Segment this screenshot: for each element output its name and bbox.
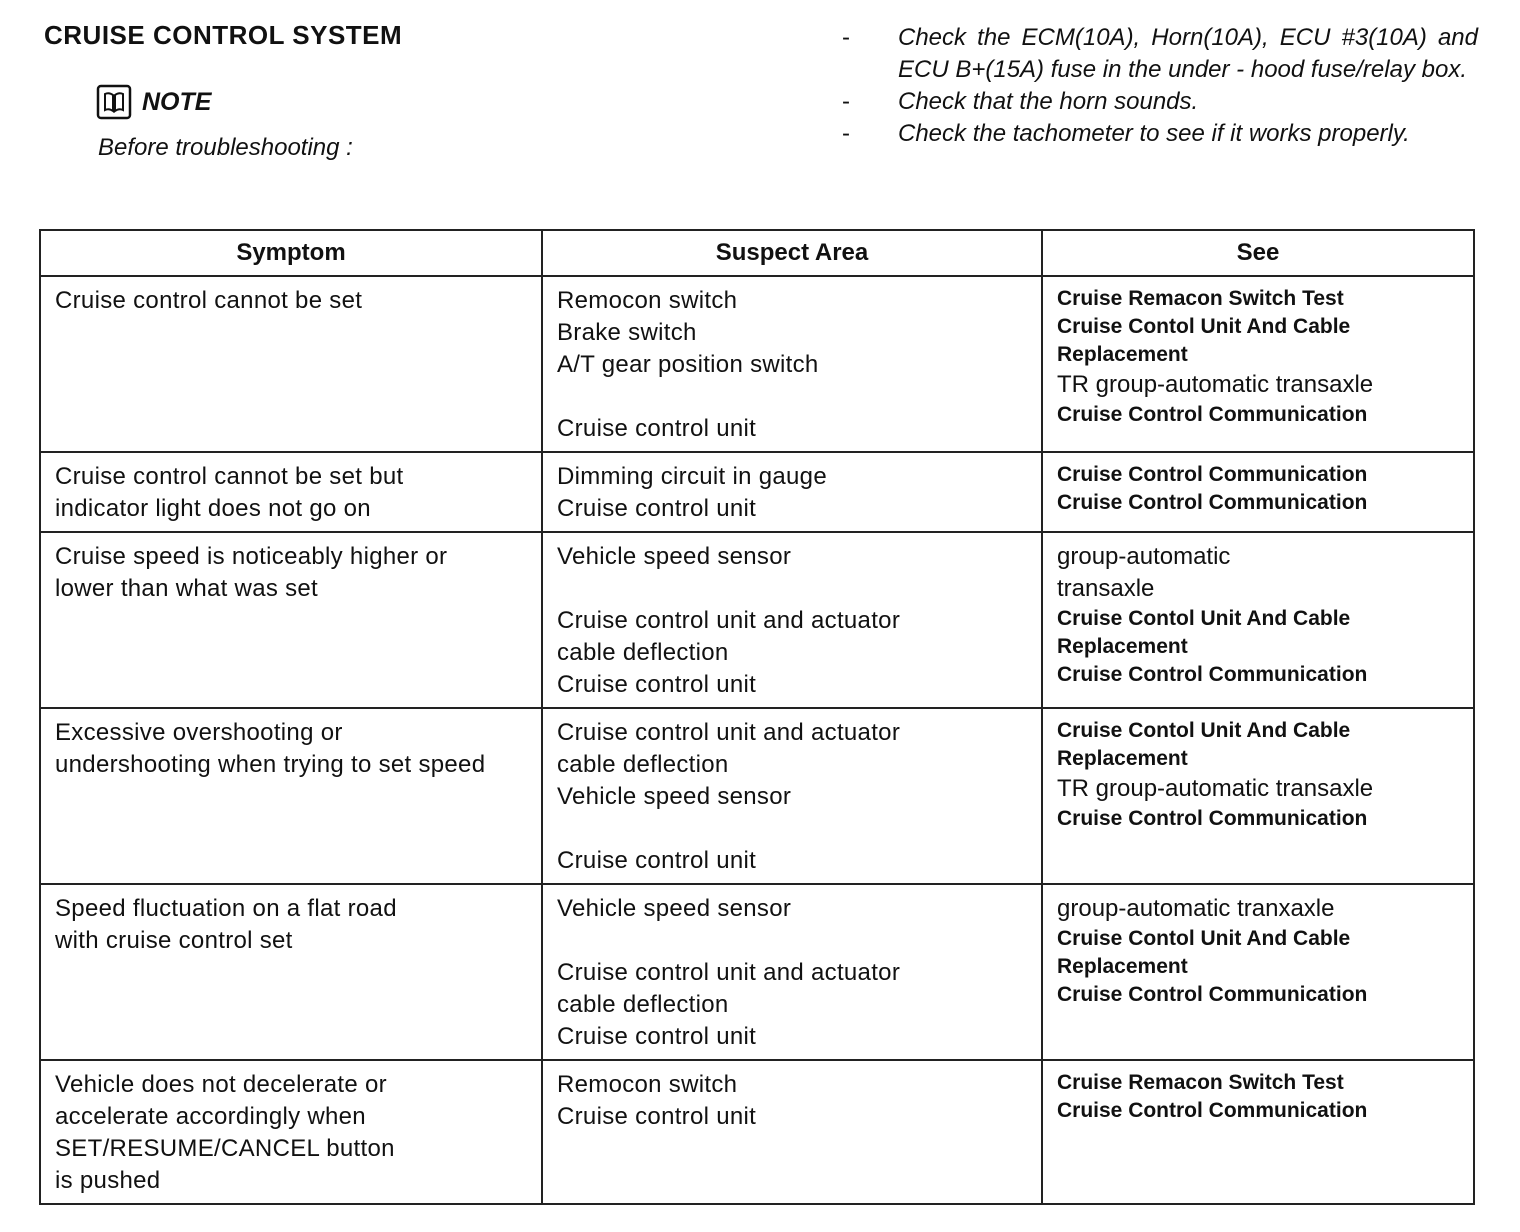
suspect-item: Vehicle speed sensor bbox=[557, 783, 792, 810]
check-item bbox=[842, 118, 1478, 150]
suspect-item: Cruise control unit and actuator bbox=[557, 959, 901, 986]
see-reference: Replacement bbox=[1057, 635, 1188, 658]
suspect-item: Remocon switch bbox=[557, 287, 738, 314]
see-reference: transaxle bbox=[1057, 575, 1155, 602]
check-item bbox=[842, 22, 1478, 86]
symptom-text: Cruise control cannot be set but indicator light does not go on bbox=[55, 463, 404, 522]
see-reference: Replacement bbox=[1057, 955, 1188, 978]
suspect-item: Cruise control unit bbox=[557, 1103, 757, 1130]
suspect-item: Vehicle speed sensor bbox=[557, 543, 792, 570]
see-cell bbox=[1042, 532, 1474, 708]
suspect-item: Cruise control unit and actuator bbox=[557, 607, 901, 634]
table-row bbox=[40, 1060, 1474, 1204]
see-reference: Cruise Contol Unit And Cable bbox=[1057, 719, 1351, 742]
suspect-item: Brake switch bbox=[557, 319, 697, 346]
see-reference: Cruise Control Communication bbox=[1057, 807, 1368, 830]
troubleshooting-table bbox=[39, 229, 1475, 1205]
header-suspect-area: Suspect Area bbox=[542, 230, 1042, 276]
note-heading bbox=[96, 84, 211, 120]
see-cell bbox=[1042, 884, 1474, 1060]
suspect-cell bbox=[542, 532, 1042, 708]
see-reference: Cruise Control Communication bbox=[1057, 983, 1368, 1006]
suspect-cell bbox=[542, 884, 1042, 1060]
see-reference: Cruise Contol Unit And Cable bbox=[1057, 315, 1351, 338]
see-reference: Cruise Control Communication bbox=[1057, 663, 1368, 686]
table-header-row bbox=[40, 230, 1474, 276]
see-cell bbox=[1042, 708, 1474, 884]
suspect-item: Cruise control unit bbox=[557, 671, 757, 698]
symptom-text: Excessive overshooting or undershooting when trying to set speed bbox=[55, 719, 486, 778]
see-reference: group-automatic tranxaxle bbox=[1057, 895, 1335, 922]
symptom-cell bbox=[40, 1060, 542, 1204]
suspect-item: cable deflection bbox=[557, 751, 729, 778]
suspect-cell bbox=[542, 276, 1042, 452]
see-reference: Cruise Control Communication bbox=[1057, 491, 1368, 514]
suspect-item: Cruise control unit bbox=[557, 415, 757, 442]
see-cell bbox=[1042, 452, 1474, 532]
see-reference: Replacement bbox=[1057, 343, 1188, 366]
check-item bbox=[842, 86, 1478, 118]
see-reference: Cruise Contol Unit And Cable bbox=[1057, 607, 1351, 630]
symptom-text: Speed fluctuation on a flat road with cruise control set bbox=[55, 895, 397, 954]
suspect-item: Vehicle speed sensor bbox=[557, 895, 792, 922]
table-row bbox=[40, 276, 1474, 452]
symptom-cell bbox=[40, 884, 542, 1060]
see-reference: group-automatic bbox=[1057, 543, 1231, 570]
suspect-cell bbox=[542, 452, 1042, 532]
table-row bbox=[40, 884, 1474, 1060]
see-reference: Cruise Control Communication bbox=[1057, 403, 1368, 426]
see-reference: Cruise Control Communication bbox=[1057, 1099, 1368, 1122]
symptom-cell bbox=[40, 452, 542, 532]
suspect-item: Cruise control unit and actuator bbox=[557, 719, 901, 746]
table-row bbox=[40, 708, 1474, 884]
see-reference: Cruise Remacon Switch Test bbox=[1057, 287, 1344, 310]
see-reference: TR group-automatic transaxle bbox=[1057, 371, 1374, 398]
symptom-cell bbox=[40, 276, 542, 452]
header-symptom: Symptom bbox=[40, 230, 542, 276]
dash-bullet: - bbox=[842, 120, 850, 147]
symptom-cell bbox=[40, 532, 542, 708]
table-body bbox=[40, 276, 1474, 1204]
line-gap bbox=[557, 925, 1029, 957]
table-row bbox=[40, 452, 1474, 532]
see-reference: Cruise Control Communication bbox=[1057, 463, 1368, 486]
suspect-item: Cruise control unit bbox=[557, 847, 757, 874]
see-cell bbox=[1042, 276, 1474, 452]
page-title: CRUISE CONTROL SYSTEM bbox=[44, 20, 403, 50]
see-reference: Cruise Contol Unit And Cable bbox=[1057, 927, 1351, 950]
check-text: Check that the horn sounds. bbox=[898, 88, 1199, 115]
line-gap bbox=[557, 573, 1029, 605]
dash-bullet: - bbox=[842, 88, 850, 115]
suspect-item: cable deflection bbox=[557, 639, 729, 666]
symptom-text: Cruise control cannot be set bbox=[55, 287, 363, 314]
symptom-text: Vehicle does not decelerate or accelerate accordingly when SET/RESUME/CANCEL button is pushed bbox=[55, 1071, 395, 1194]
table-row bbox=[40, 532, 1474, 708]
suspect-item: Cruise control unit bbox=[557, 495, 757, 522]
book-icon bbox=[96, 84, 132, 120]
suspect-item: Cruise control unit bbox=[557, 1023, 757, 1050]
check-text: Check the tachometer to see if it works properly. bbox=[898, 120, 1410, 147]
suspect-cell bbox=[542, 708, 1042, 884]
see-reference: TR group-automatic transaxle bbox=[1057, 775, 1374, 802]
header-see: See bbox=[1042, 230, 1474, 276]
symptom-cell bbox=[40, 708, 542, 884]
suspect-item: cable deflection bbox=[557, 991, 729, 1018]
symptom-text: Cruise speed is noticeably higher or lower than what was set bbox=[55, 543, 448, 602]
check-list bbox=[842, 22, 1478, 150]
suspect-item: Dimming circuit in gauge bbox=[557, 463, 827, 490]
suspect-cell bbox=[542, 1060, 1042, 1204]
dash-bullet: - bbox=[842, 24, 850, 51]
check-text: Check the ECM(10A), Horn(10A), ECU #3(10A) and ECU B+(15A) fuse in the under - hood fuse/relay box. bbox=[898, 24, 1478, 83]
see-cell bbox=[1042, 1060, 1474, 1204]
suspect-item: A/T gear position switch bbox=[557, 351, 819, 378]
note-label: NOTE bbox=[142, 87, 212, 116]
line-gap bbox=[557, 813, 1029, 845]
note-intro: Before troubleshooting : bbox=[98, 134, 353, 161]
suspect-item: Remocon switch bbox=[557, 1071, 738, 1098]
see-reference: Replacement bbox=[1057, 747, 1188, 770]
see-reference: Cruise Remacon Switch Test bbox=[1057, 1071, 1344, 1094]
line-gap bbox=[557, 381, 1029, 413]
